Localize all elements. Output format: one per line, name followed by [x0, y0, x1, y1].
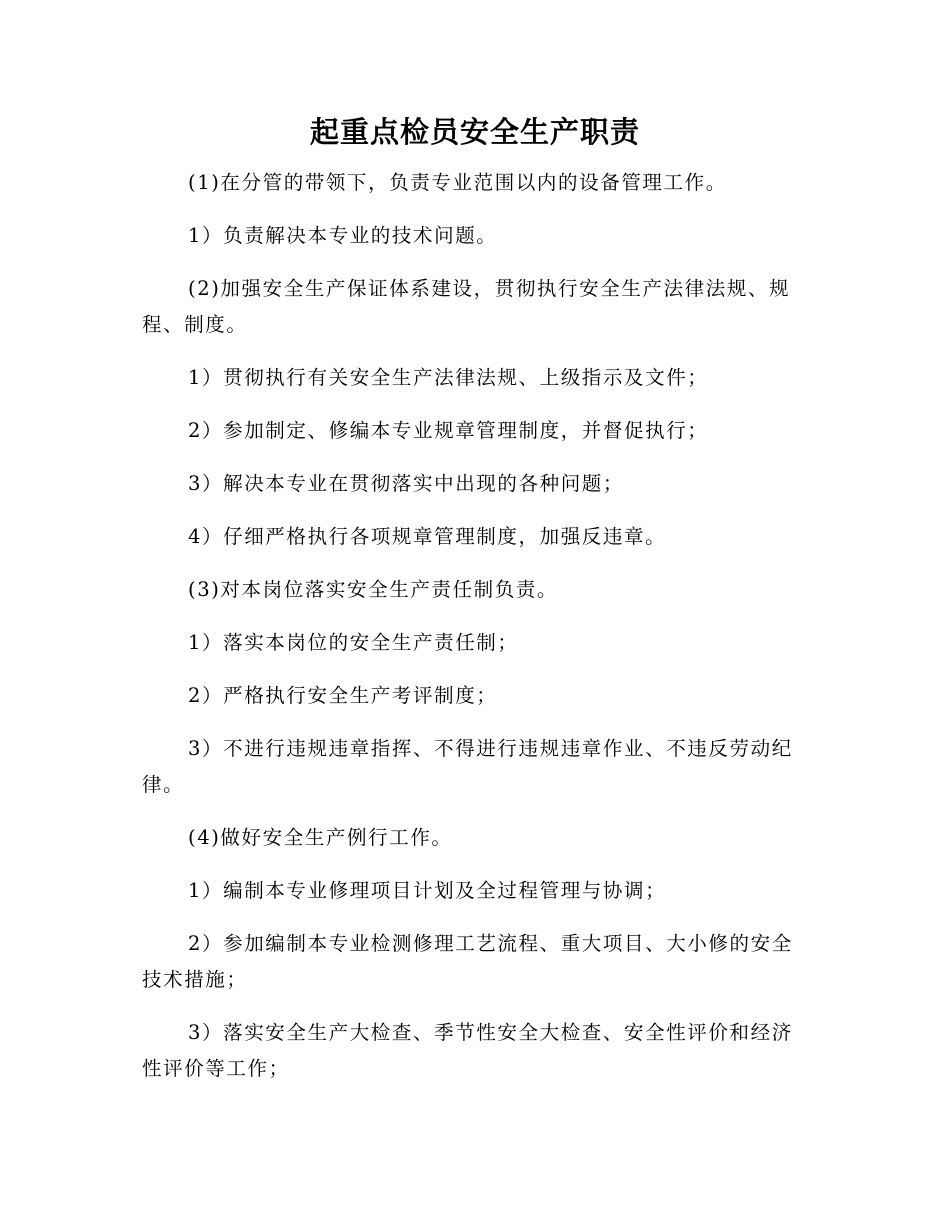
paragraph: 4）仔细严格执行各项规章管理制度，加强反违章。 — [188, 525, 667, 548]
paragraph: 1）编制本专业修理项目计划及全过程管理与协调； — [188, 879, 667, 902]
paragraph: 1）负责解决本专业的技术问题。 — [188, 224, 498, 247]
paragraph: 3）不进行违规违章指挥、不得进行违规违章作业、不违反劳动纪律。 — [142, 737, 793, 796]
document-body — [142, 165, 807, 1104]
paragraph: 2）参加制定、修编本专业规章管理制度，并督促执行； — [188, 419, 709, 442]
document-title: 起重点检员安全生产职责 — [309, 115, 640, 149]
paragraph: (2)加强安全生产保证体系建设，贯彻执行安全生产法律法规、规程、制度。 — [142, 277, 791, 336]
paragraph: (4)做好安全生产例行工作。 — [188, 826, 453, 849]
paragraph: 3）落实安全生产大检查、季节性安全大检查、安全性评价和经济性评价等工作； — [142, 1021, 793, 1080]
paragraph: 1）贯彻执行有关安全生产法律法规、上级指示及文件； — [188, 366, 709, 389]
paragraph: 2）参加编制本专业检测修理工艺流程、重大项目、大小修的安全技术措施； — [142, 932, 793, 991]
paragraph: 3）解决本专业在贯彻落实中出现的各种问题； — [188, 472, 625, 495]
paragraph: (3)对本岗位落实安全生产责任制负责。 — [188, 578, 559, 601]
paragraph: 1）落实本岗位的安全生产责任制； — [188, 631, 519, 654]
paragraph: (1)在分管的带领下，负责专业范围以内的设备管理工作。 — [188, 171, 727, 194]
paragraph: 2）严格执行安全生产考评制度； — [188, 684, 498, 707]
